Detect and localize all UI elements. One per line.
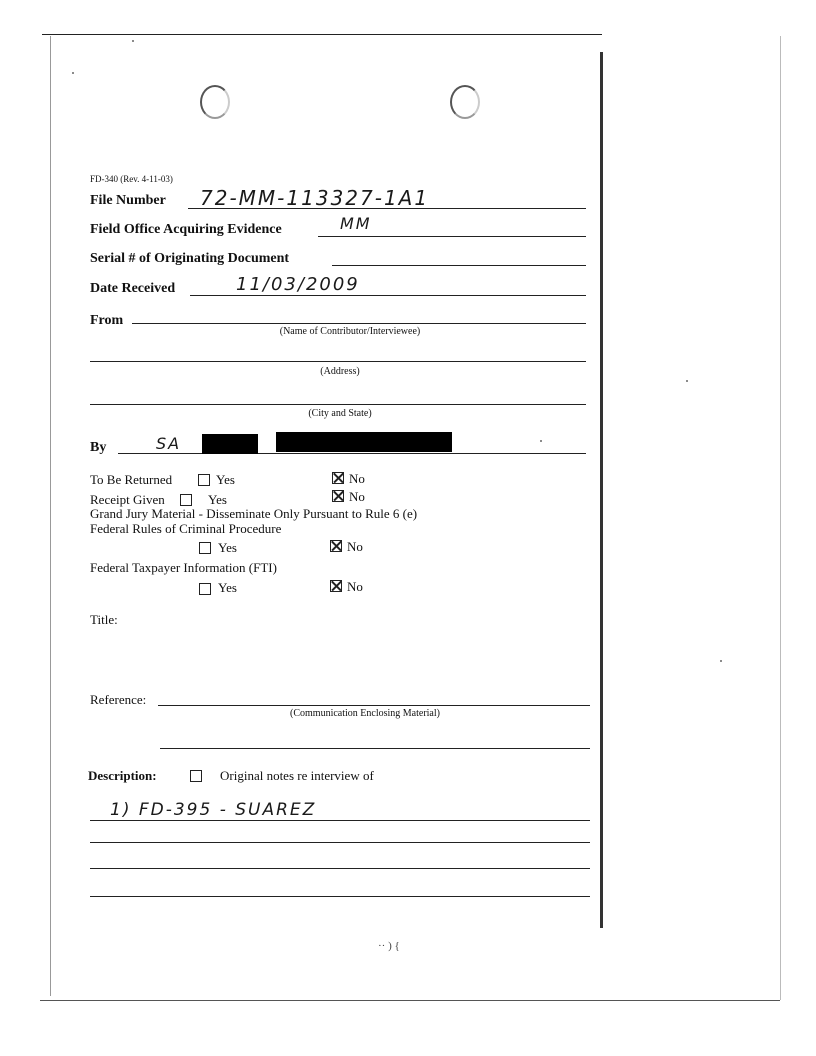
city-state-caption: (City and State)	[308, 408, 372, 419]
receipt-given-yes-label: Yes	[208, 492, 227, 507]
fti-no-checkbox[interactable]	[330, 580, 342, 592]
field-office-line	[318, 236, 586, 237]
title-label: Title:	[90, 612, 118, 627]
to-be-returned-no-label: No	[349, 471, 365, 486]
page-border-bottom	[40, 1000, 780, 1001]
by-line	[118, 453, 586, 454]
from-line	[132, 323, 586, 324]
grand-jury-yes-label: Yes	[218, 540, 237, 555]
to-be-returned-yes-label: Yes	[216, 472, 235, 487]
by-label: By	[90, 440, 107, 455]
description-label: Description:	[88, 768, 157, 783]
grand-jury-no-checkbox[interactable]	[330, 540, 342, 552]
field-office-value: MM	[340, 214, 372, 233]
speck	[132, 40, 134, 42]
page-border-left	[50, 36, 51, 996]
reference-label: Reference:	[90, 692, 147, 707]
description-original-notes-checkbox[interactable]	[190, 770, 202, 782]
grand-jury-no-label: No	[347, 539, 363, 554]
to-be-returned-yes-checkbox[interactable]	[198, 474, 210, 486]
reference-line	[158, 705, 590, 706]
city-state-line	[90, 404, 586, 405]
page-border-top	[42, 34, 602, 35]
page-border-outer-right	[780, 36, 781, 1000]
date-received-label: Date Received	[90, 281, 176, 296]
grand-jury-label: Grand Jury Material - Disseminate Only Pursuant to Rule 6 (e)	[90, 506, 418, 521]
reference-line-2	[160, 748, 590, 749]
fti-no-label: No	[347, 579, 363, 594]
address-line	[90, 361, 586, 362]
receipt-given-no-label: No	[349, 489, 365, 504]
to-be-returned-label: To Be Returned	[90, 472, 173, 487]
receipt-given-no-checkbox[interactable]	[332, 490, 344, 502]
from-label: From	[90, 313, 124, 328]
description-line-1	[90, 820, 590, 821]
description-line-2	[90, 842, 590, 843]
file-number-value: 72-MM-113327-1A1	[200, 186, 430, 210]
description-line-3	[90, 868, 590, 869]
to-be-returned-no-checkbox[interactable]	[332, 472, 344, 484]
speck	[720, 660, 722, 662]
description-option-label: Original notes re interview of	[220, 768, 374, 783]
page-border-right	[600, 52, 603, 928]
serial-label: Serial # of Originating Document	[90, 251, 290, 266]
description-entry: 1) FD-395 - SUAREZ	[110, 800, 317, 820]
file-number-label: File Number	[90, 193, 166, 208]
address-caption: (Address)	[320, 366, 360, 377]
footer-mark: ·· ) {	[378, 940, 400, 952]
date-received-value: 11/03/2009	[236, 274, 360, 295]
form-id: FD-340 (Rev. 4-11-03)	[90, 174, 173, 184]
by-value: SA	[156, 434, 182, 453]
grand-jury-rules-label: Federal Rules of Criminal Procedure	[90, 521, 282, 536]
speck	[72, 72, 74, 74]
punch-hole-right	[450, 85, 480, 119]
redaction-block	[276, 432, 452, 452]
contributor-caption: (Name of Contributor/Interviewee)	[279, 326, 421, 337]
speck	[540, 440, 542, 442]
fti-label: Federal Taxpayer Information (FTI)	[90, 560, 277, 575]
fti-yes-label: Yes	[218, 580, 237, 595]
fti-yes-checkbox[interactable]	[199, 583, 211, 595]
communication-caption: (Communication Enclosing Material)	[290, 708, 440, 719]
description-line-4	[90, 896, 590, 897]
redaction-block	[202, 434, 258, 454]
punch-hole-left	[200, 85, 230, 119]
grand-jury-yes-checkbox[interactable]	[199, 542, 211, 554]
serial-line	[332, 265, 586, 266]
receipt-given-label: Receipt Given	[90, 492, 165, 507]
receipt-given-yes-checkbox[interactable]	[180, 494, 192, 506]
speck	[686, 380, 688, 382]
date-received-line	[190, 295, 586, 296]
field-office-label: Field Office Acquiring Evidence	[90, 222, 282, 237]
